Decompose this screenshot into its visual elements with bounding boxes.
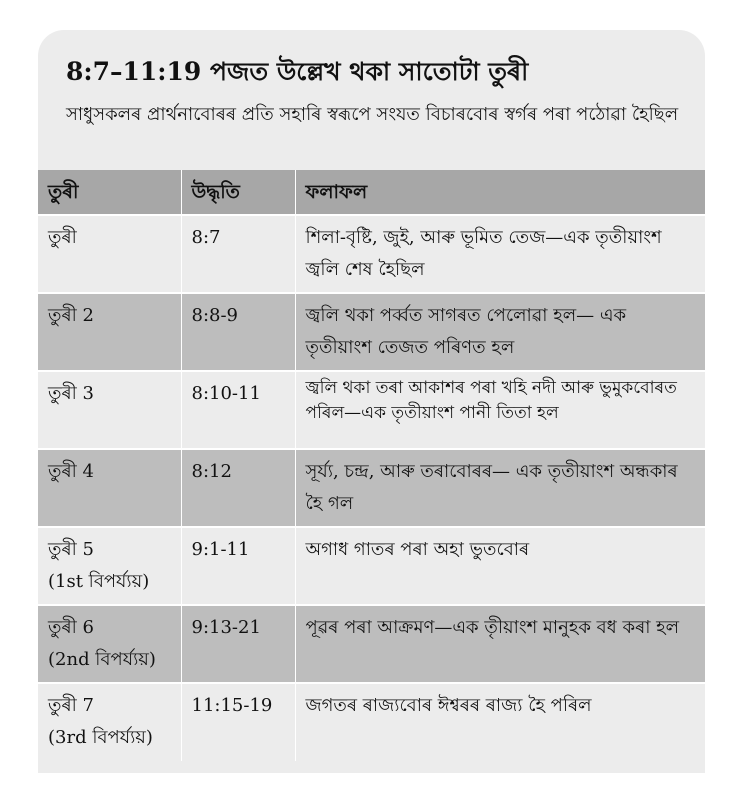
cell-effect: সূৰ্য্য, চন্দ্ৰ, আৰু তৰাবোৰৰ— এক তৃতীয়াংশ অন্ধকাৰ হৈ গল [305, 461, 678, 514]
cell-reference: 8:8-9 [181, 293, 295, 371]
cell-reference: 9:1-11 [181, 527, 295, 605]
trumpet-note: (3rd বিপৰ্য্যয়) [48, 727, 153, 748]
cell-trumpet [38, 371, 181, 449]
cell-effect: জ্বলি থকা তৰা আকাশৰ পৰা খহি নদী আৰু ভুমুকবোৰত পৰিল—এক তৃতীয়াংশ পানী তিতা হল [305, 378, 677, 423]
cell-reference: 8:7 [181, 215, 295, 293]
trumpet-note: (2nd বিপৰ্য্যয়) [48, 649, 156, 670]
cell-trumpet [38, 605, 181, 683]
trumpet-label: তুৰী 4 [48, 461, 94, 482]
table-row [38, 605, 705, 683]
trumpet-label: তুৰী [48, 227, 77, 248]
cell-reference: 9:13-21 [181, 605, 295, 683]
cell-trumpet [38, 293, 181, 371]
trumpet-label: তুৰী 5 [48, 539, 94, 560]
table-row [38, 215, 705, 293]
cell-reference: 11:15-19 [181, 683, 295, 761]
cell-trumpet [38, 683, 181, 761]
cell-trumpet [38, 449, 181, 527]
trumpets-card [38, 30, 705, 773]
header-effect: ফলাফল [305, 181, 368, 203]
trumpet-label: তুৰী 6 [48, 617, 94, 638]
cell-trumpet [38, 527, 181, 605]
table-row [38, 293, 705, 371]
trumpets-table [38, 170, 705, 761]
cell-effect: অগাধ গাতৰ পৰা অহা ভুতবোৰ [305, 539, 530, 560]
trumpet-label: তুৰী 2 [48, 305, 94, 326]
table-row [38, 371, 705, 449]
cell-effect: জ্বলি থকা পৰ্ব্বত সাগৰত পেলোৱা হল— এক তৃতীয়াংশ তেজত পৰিণত হল [305, 305, 627, 358]
cell-effect: শিলা-বৃষ্টি, জুই, আৰু ভূমিত তেজ—এক তৃতীয়াংশ জ্বলি শেষ হৈছিল [305, 227, 662, 280]
table-row [38, 683, 705, 761]
trumpet-note: (1st বিপৰ্য্যয়) [48, 571, 150, 592]
trumpet-label: তুৰী 3 [48, 383, 94, 404]
header-trumpet: তুৰী [38, 170, 181, 215]
cell-reference: 8:10-11 [181, 371, 295, 449]
header-reference: উদ্ধৃতি [181, 170, 295, 215]
cell-trumpet [38, 215, 181, 293]
table-row [38, 527, 705, 605]
table-header-row [38, 170, 705, 215]
page-subtitle: সাধুসকলৰ প্ৰাৰ্থনাবোৰৰ প্ৰতি সহাৰি স্বৰূপে সংযত বিচাৰবোৰ স্বৰ্গৰ পৰা পঠোৱা হৈছিল [66, 104, 679, 125]
table-row [38, 449, 705, 527]
page-title: 8:7–11:19 পজত উল্লেখ থকা সাতোটা তুৰী [66, 57, 529, 86]
cell-reference: 8:12 [181, 449, 295, 527]
cell-effect: পূৱৰ পৰা আক্ৰমণ—এক তৃীয়াংশ মানুহক বধ কৰা হল [305, 617, 680, 638]
trumpet-label: তুৰী 7 [48, 695, 94, 716]
cell-effect: জগতৰ ৰাজ্যবোৰ ঈশ্বৰৰ ৰাজ্য হৈ পৰিল [305, 695, 592, 716]
